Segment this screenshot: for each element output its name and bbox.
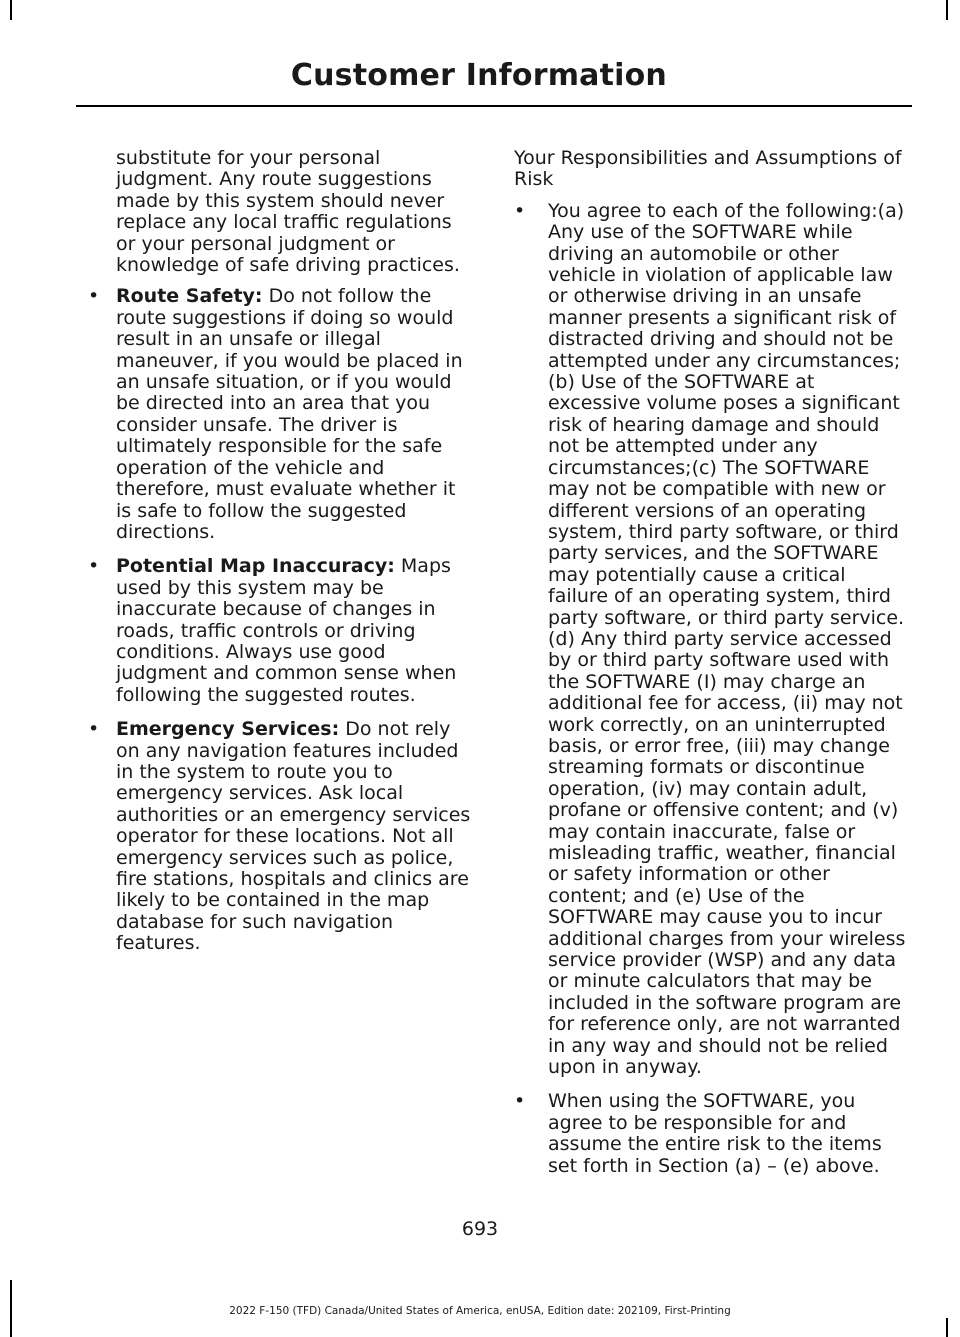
item-term: Route Safety: <box>116 285 263 308</box>
list-item <box>514 1091 908 1177</box>
item-text: Do not rely on any navigation features included in the system to route you to emergency services. Ask local authorities or an emergency services operator for these locations. Not all emergency services such as police, fire stations, hospitals and clinics are likely to be contained in the map database for such navigation features. <box>116 718 471 955</box>
footer-text: 2022 F-150 (TFD) Canada/United States of America, enUSA, Edition date: 202109, First-Printing <box>229 1305 731 1317</box>
item-text: Maps used by this system may be inaccurate because of changes in roads, traffic controls or driving conditions. Always use good judgment and common sense when following the suggested routes. <box>116 555 457 706</box>
crop-mark-top-left <box>10 0 12 20</box>
page-title: Customer Information <box>290 58 667 93</box>
item-text: When using the SOFTWARE, you agree to be responsible for and assume the entire risk to the items set forth in Section (a) – (e) above. <box>548 1090 882 1177</box>
bullet-icon: • <box>514 199 526 222</box>
page-number: 693 <box>461 1218 499 1240</box>
crop-mark-bottom-right <box>946 1318 948 1337</box>
right-column <box>514 148 908 1190</box>
list-item <box>88 555 476 706</box>
header-divider <box>76 105 912 107</box>
bullet-icon: • <box>514 1090 526 1113</box>
bullet-icon: • <box>88 718 100 741</box>
bullet-icon: • <box>88 555 100 578</box>
list-item <box>88 285 476 543</box>
item-text: You agree to each of the following:(a) Any use of the SOFTWARE while driving an automobile or other vehicle in violation of applicable law or otherwise driving in an unsafe manner presents a significant risk of distracted driving and should not be attempted under any circumstances;(b) Use of the SOFTWARE at excessive volume poses a significant risk of hearing damage and should not be attempted under any circumstances;(c) The SOFTWARE may not be compatible with new or different versions of an operating system, third party software, or third party services, and the SOFTWARE may potentially cause a critical failure of an operating system, third party software, or third party service.(d) Any third party service accessed by or third party software used with the SOFTWARE (I) may charge an additional fee for access, (ii) may not work correctly, on an uninterrupted basis, or error free, (iii) may change streaming formats or discontinue operation, (iv) may contain adult, profane or offensive content; and (v) may contain inaccurate, false or misleading traffic, weather, financial or safety information or other content; and (e) Use of the SOFTWARE may cause you to incur additional charges from your wireless service provider (WSP) and any data or minute calculators that may be included in the software program are for reference only, are not warranted in any way and should not be relied upon in anyway. <box>548 199 906 1079</box>
list-item <box>88 718 476 955</box>
intro-paragraph: substitute for your personal judgment. Any route suggestions made by this system should never replace any local traffic regulations or your personal judgment or knowledge of safe driving practices. <box>116 147 460 277</box>
left-column <box>88 147 476 968</box>
section-heading: Your Responsibilities and Assumptions of Risk <box>514 147 902 191</box>
crop-mark-top-right <box>946 0 948 20</box>
bullet-icon: • <box>88 285 100 308</box>
item-term: Emergency Services: <box>116 718 340 741</box>
item-term: Potential Map Inaccuracy: <box>116 555 395 578</box>
list-item <box>514 201 908 1079</box>
item-text: Do not follow the route suggestions if doing so would result in an unsafe or illegal maneuver, if you would be placed in an unsafe situation, or if you would be directed into an area that you consider unsafe. The driver is ultimately responsible for the safe operation of the vehicle and therefore, must evaluate whether it is safe to follow the suggested directions. <box>116 285 463 543</box>
